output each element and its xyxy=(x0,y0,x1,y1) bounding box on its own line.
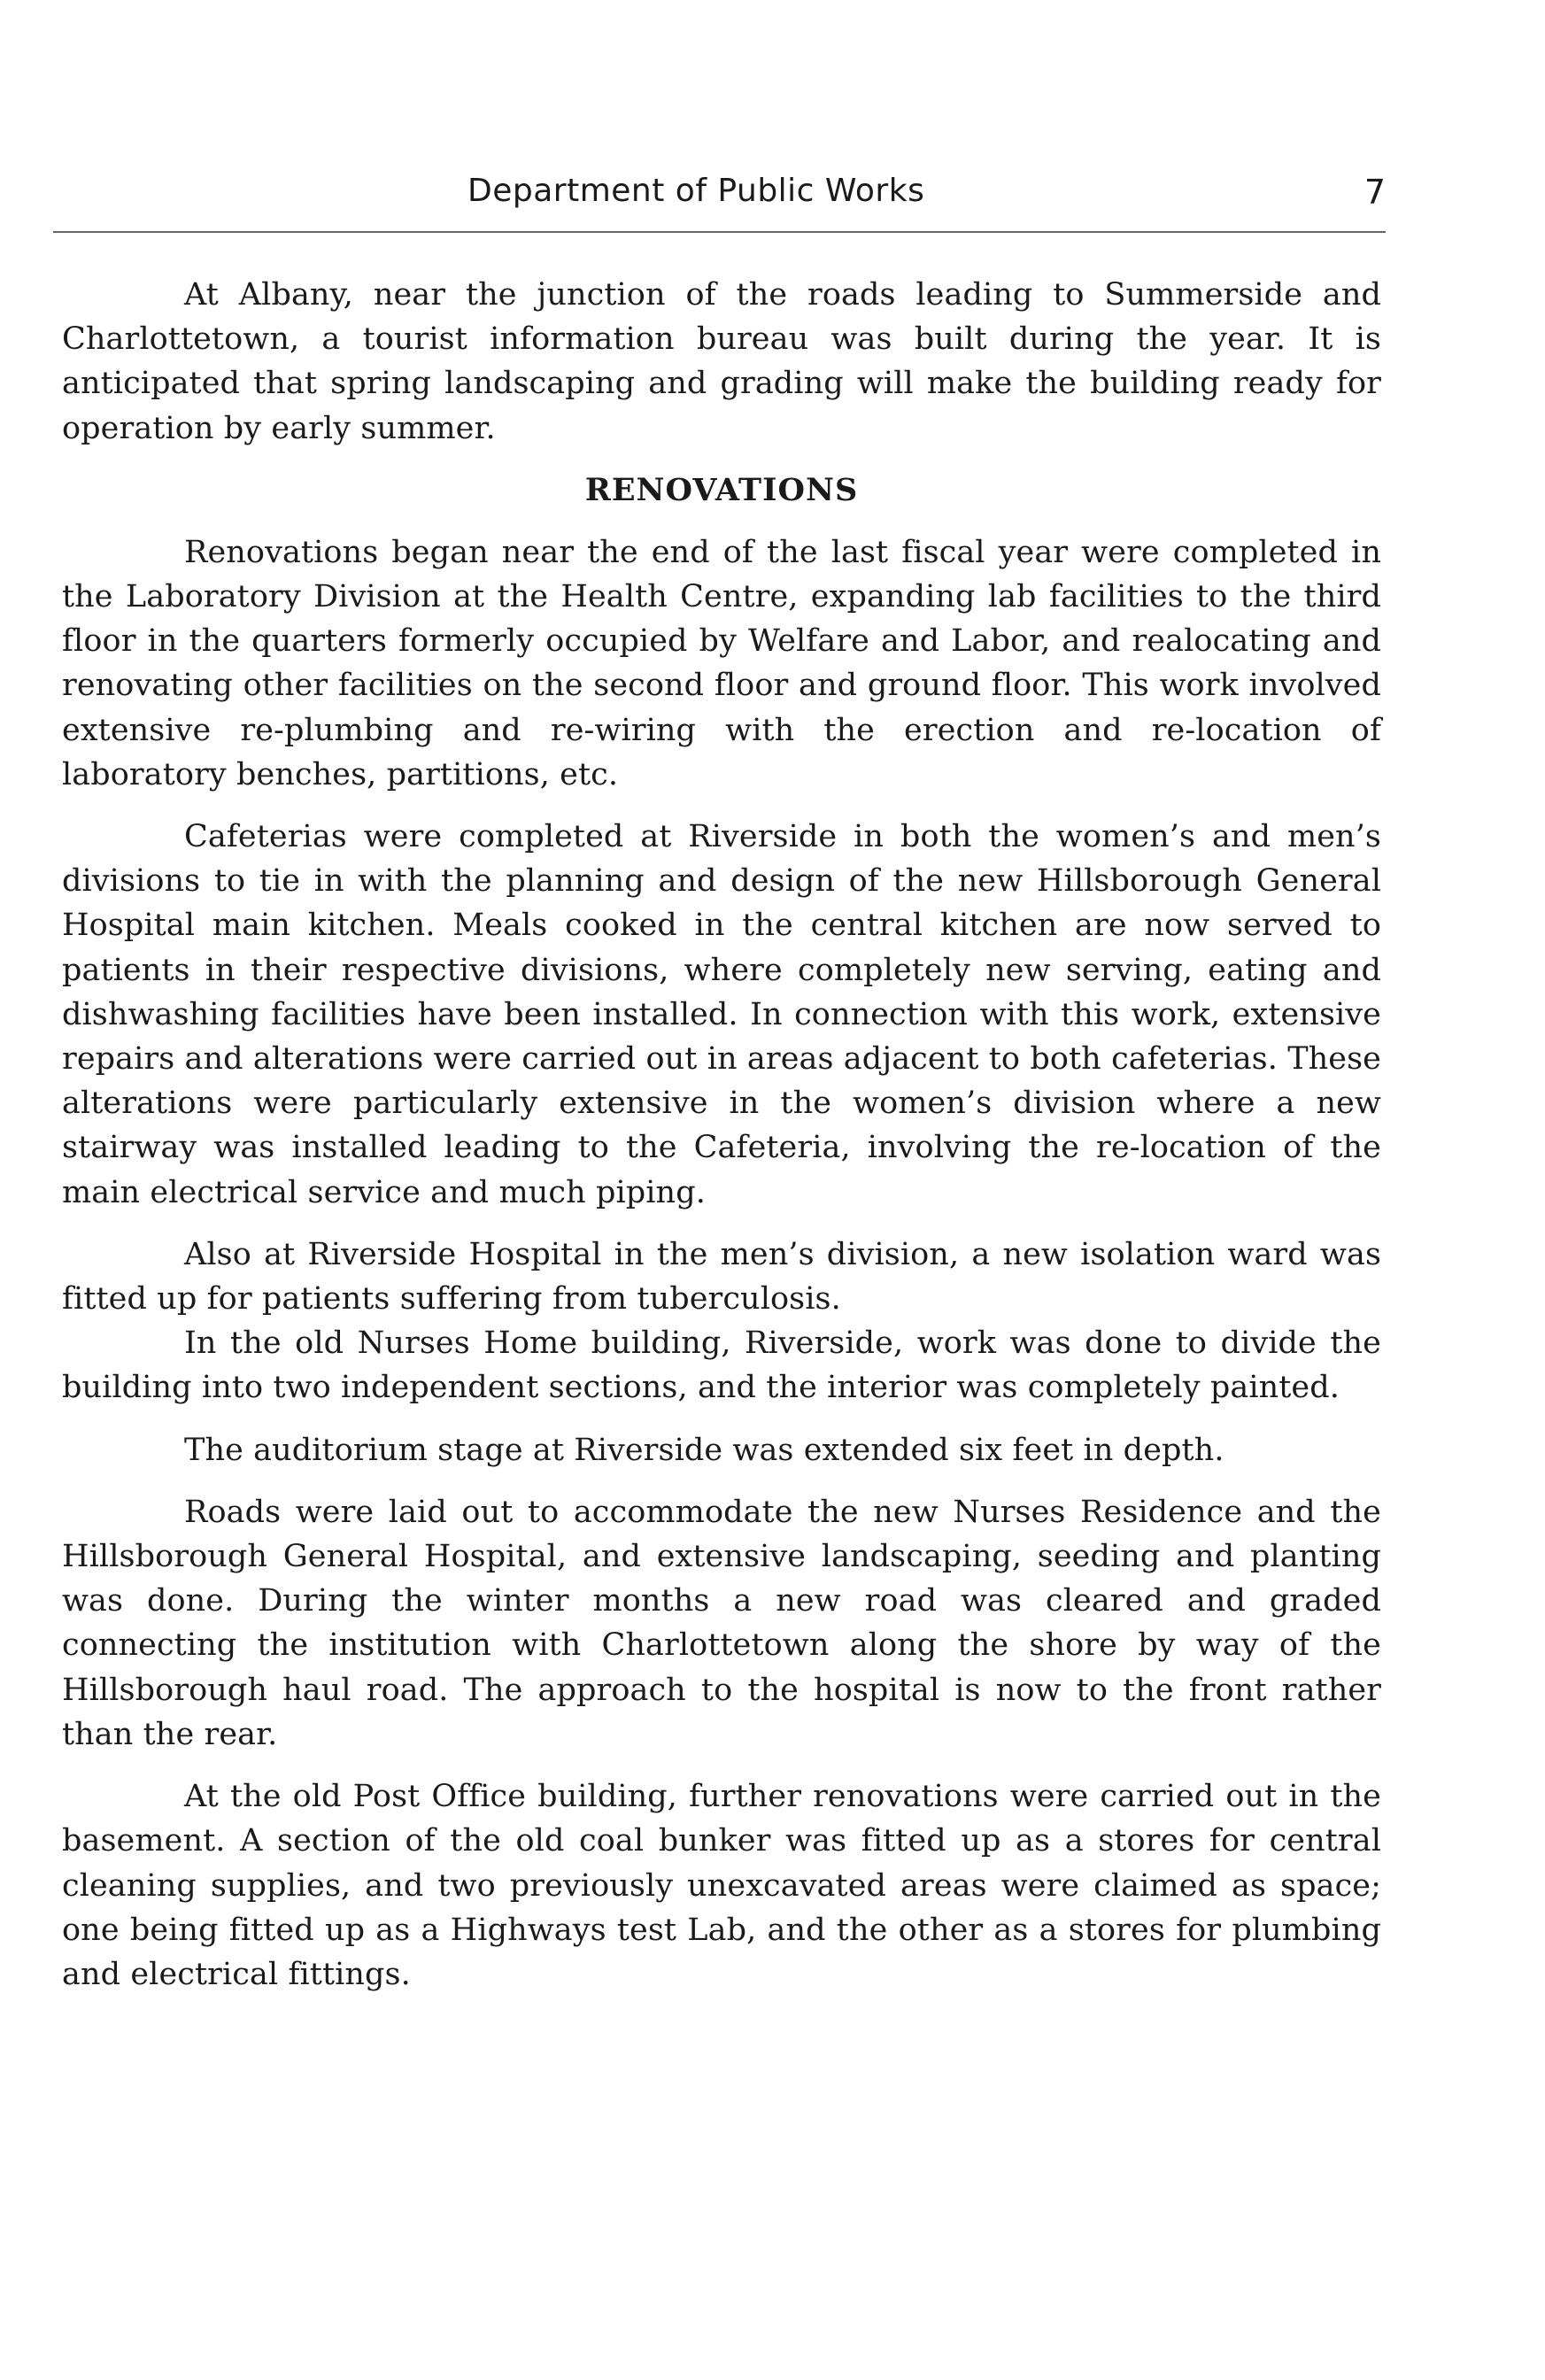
intro-paragraph: At Albany, near the junction of the roads leading to Summerside and Charlottetown, a tourist information bureau was built during the year. It is anticipated that spring landscaping and grading will make the building ready for operation by early summer. xyxy=(62,277,1381,446)
body-text xyxy=(62,273,1381,1997)
running-header xyxy=(53,173,1386,233)
page-number: 7 xyxy=(1363,173,1386,212)
paragraph-nurses-home: In the old Nurses Home building, Riverside, work was done to divide the building into two independent sections, and the interior was completely painted. xyxy=(62,1325,1381,1406)
paragraph-post-office: At the old Post Office building, further renovations were carried out in the basement. A section of the old coal bunker was fitted up as a stores for central cleaning supplies, and two previously unexcavated areas were claimed as space; one being fitted up as a Highways test Lab, and the other as a stores for plumbing and electrical fittings. xyxy=(62,1779,1381,1992)
section-heading: RENOVATIONS xyxy=(584,471,859,508)
paragraph-auditorium: The auditorium stage at Riverside was extended six feet in depth. xyxy=(184,1432,1224,1468)
paragraph-renovations-lab: Renovations began near the end of the last fiscal year were completed in the Laboratory Division at the Health Centre, expanding lab facilities to the third floor in the quarters formerly occupied by Welfare and Labor, and realocating and renovating other facilities on the second floor and ground floor. This work involved extensive re-plumbing and re-wiring with the erection and re-location of laboratory benches, partitions, etc. xyxy=(62,534,1381,792)
running-title: Department of Public Works xyxy=(467,173,925,209)
paragraph-isolation-ward: Also at Riverside Hospital in the men’s division, a new isolation ward was fitted up for patients suffering from tuberculosis. xyxy=(62,1236,1381,1318)
paragraph-cafeterias: Cafeterias were completed at Riverside in both the women’s and men’s divisions to tie in with the planning and design of the new Hillsborough General Hospital main kitchen. Meals cooked in the central kitchen are now served to patients in their respective divisions, where completely new serving, eating and dishwashing facilities have been installed. In connection with this work, extensive repairs and alterations were carried out in areas adjacent to both cafeterias. These alterations were particularly extensive in the women’s division where a new stairway was installed leading to the Cafeteria, involving the re-location of the main electrical service and much piping. xyxy=(62,819,1381,1210)
paragraph-roads: Roads were laid out to accommodate the new Nurses Residence and the Hillsborough General Hospital, and extensive landscaping, seeding and planting was done. During the winter months a new road was cleared and graded connecting the institution with Charlottetown along the shore by way of the Hillsborough haul road. The approach to the hospital is now to the front rather than the rear. xyxy=(62,1494,1381,1752)
